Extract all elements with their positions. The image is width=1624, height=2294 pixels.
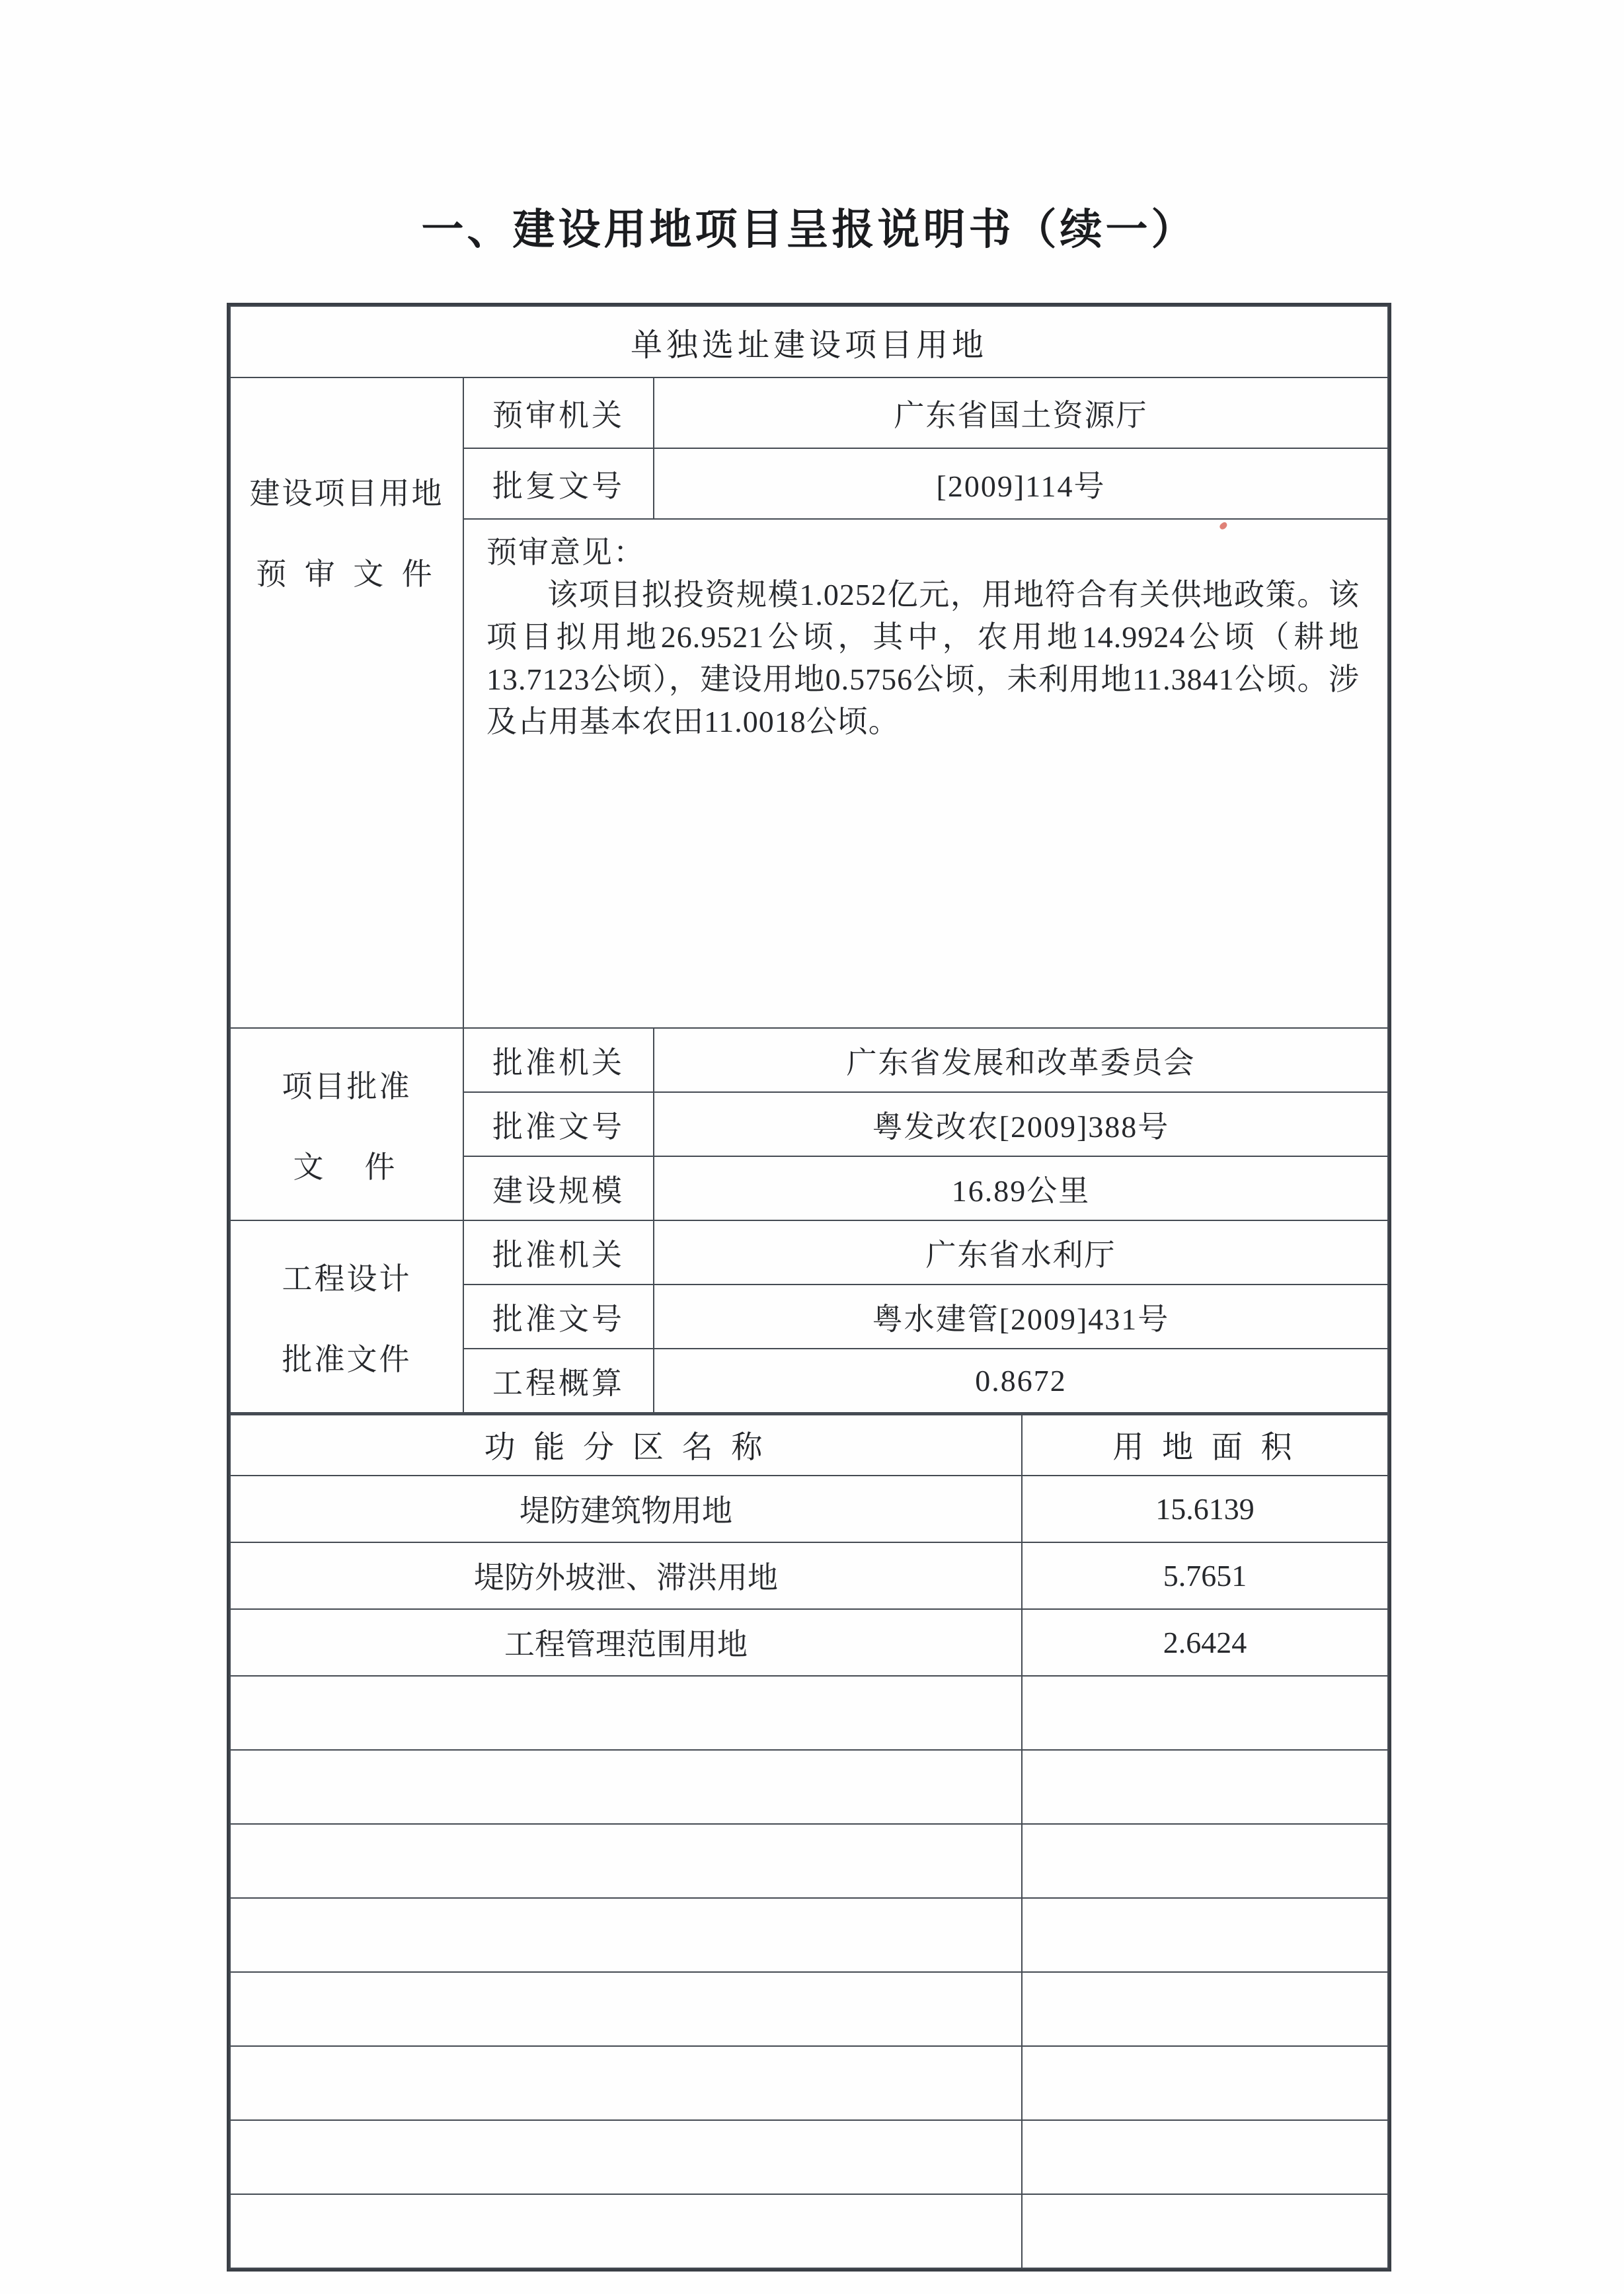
zone-empty-row [230,1972,1388,2046]
field-value-construction-scale: 16.89公里 [654,1156,1388,1220]
field-label-construction-scale: 建设规模 [463,1156,654,1220]
upper-table [229,305,1389,1413]
zone-empty-row [230,1898,1388,1972]
field-value-design-approval-number: 粤水建管[2009]431号 [654,1285,1388,1349]
zone-row [230,1609,1388,1676]
group-label-line2: 批准文件 [282,1342,412,1376]
zone-name: 堤防外坡泄、滞洪用地 [230,1542,1022,1609]
field-label-design-approval-number: 批准文号 [463,1285,654,1349]
zone-name: 堤防建筑物用地 [230,1476,1022,1542]
field-value-project-estimate: 0.8672 [654,1349,1388,1413]
field-label-design-approval-organ: 批准机关 [463,1220,654,1285]
opinion-label: 预审意见： [486,535,645,569]
field-label-approval-organ: 批准机关 [463,1028,654,1092]
zone-empty-area-cell [1022,1750,1388,1824]
zone-empty-row [230,1824,1388,1898]
zone-empty-name-cell [230,2120,1022,2194]
zone-empty-name-cell [230,2194,1022,2268]
form-table [227,303,1391,2272]
zones-name-header: 功 能 分 区 名 称 [230,1415,1022,1476]
zone-row [230,1542,1388,1609]
zone-rows [230,1415,1388,2268]
group-label-line1: 工程设计 [282,1261,412,1296]
zone-area: 5.7651 [1022,1542,1388,1609]
zones-table [229,1413,1389,2269]
zone-empty-name-cell [230,2046,1022,2120]
section-header: 单独选址建设项目用地 [230,306,1388,377]
zone-name: 工程管理范围用地 [230,1609,1022,1676]
zone-empty-area-cell [1022,1676,1388,1750]
zone-empty-area-cell [1022,1972,1388,2046]
zone-empty-area-cell [1022,2046,1388,2120]
zone-empty-name-cell [230,1676,1022,1750]
zone-empty-row [230,1676,1388,1750]
field-value-approval-number: 粤发改农[2009]388号 [654,1092,1388,1156]
group-label-line2: 预 审 文 件 [256,557,438,591]
zone-empty-name-cell [230,1898,1022,1972]
opinion-text: 该项目拟投资规模1.0252亿元，用地符合有关供地政策。该项目拟用地26.9521公顷，其中，农用地14.9924公顷（耕地13.7123公顷），建设用地0.5756公顷，未利用地11.3841公顷。涉及占用基本农田11.0018公顷。 [486,578,1360,738]
zone-row [230,1476,1388,1542]
field-value-approval-organ: 广东省发展和改革委员会 [654,1028,1388,1092]
field-label-reply-number: 批复文号 [463,448,654,519]
table-row [230,377,1388,448]
group-label-line1: 项目批准 [282,1069,412,1103]
zone-area: 2.6424 [1022,1609,1388,1676]
zone-empty-row [230,1750,1388,1824]
field-value-reply-number: [2009]114号 [654,448,1388,519]
table-row [230,1028,1388,1092]
zones-area-header: 用 地 面 积 [1022,1415,1388,1476]
page-title: 一、建设用地项目呈报说明书（续一） [421,206,1197,253]
field-label-approval-number: 批准文号 [463,1092,654,1156]
zone-empty-row [230,2120,1388,2194]
zone-empty-name-cell [230,1824,1022,1898]
zone-empty-area-cell [1022,1824,1388,1898]
zone-empty-area-cell [1022,1898,1388,1972]
zone-empty-name-cell [230,1972,1022,2046]
group-label-design-approval [230,1220,463,1413]
field-value-pre-review-organ: 广东省国土资源厅 [654,377,1388,448]
zone-empty-row [230,2046,1388,2120]
zone-area: 15.6139 [1022,1476,1388,1542]
zone-empty-area-cell [1022,2194,1388,2268]
pre-review-opinion-cell [463,519,1388,1028]
group-label-line1: 建设项目用地 [249,477,444,510]
group-label-project-approval [230,1028,463,1220]
group-label-pre-review [230,377,463,1028]
zones-header-row [230,1415,1388,1476]
section-header-row [230,306,1388,377]
field-value-design-approval-organ: 广东省水利厅 [654,1220,1388,1285]
table-row [230,1220,1388,1285]
zone-empty-name-cell [230,1750,1022,1824]
field-label-project-estimate: 工程概算 [463,1349,654,1413]
zone-empty-area-cell [1022,2120,1388,2194]
group-label-line2: 文 件 [293,1150,401,1184]
zone-empty-row [230,2194,1388,2268]
field-label-pre-review-organ: 预审机关 [463,377,654,448]
